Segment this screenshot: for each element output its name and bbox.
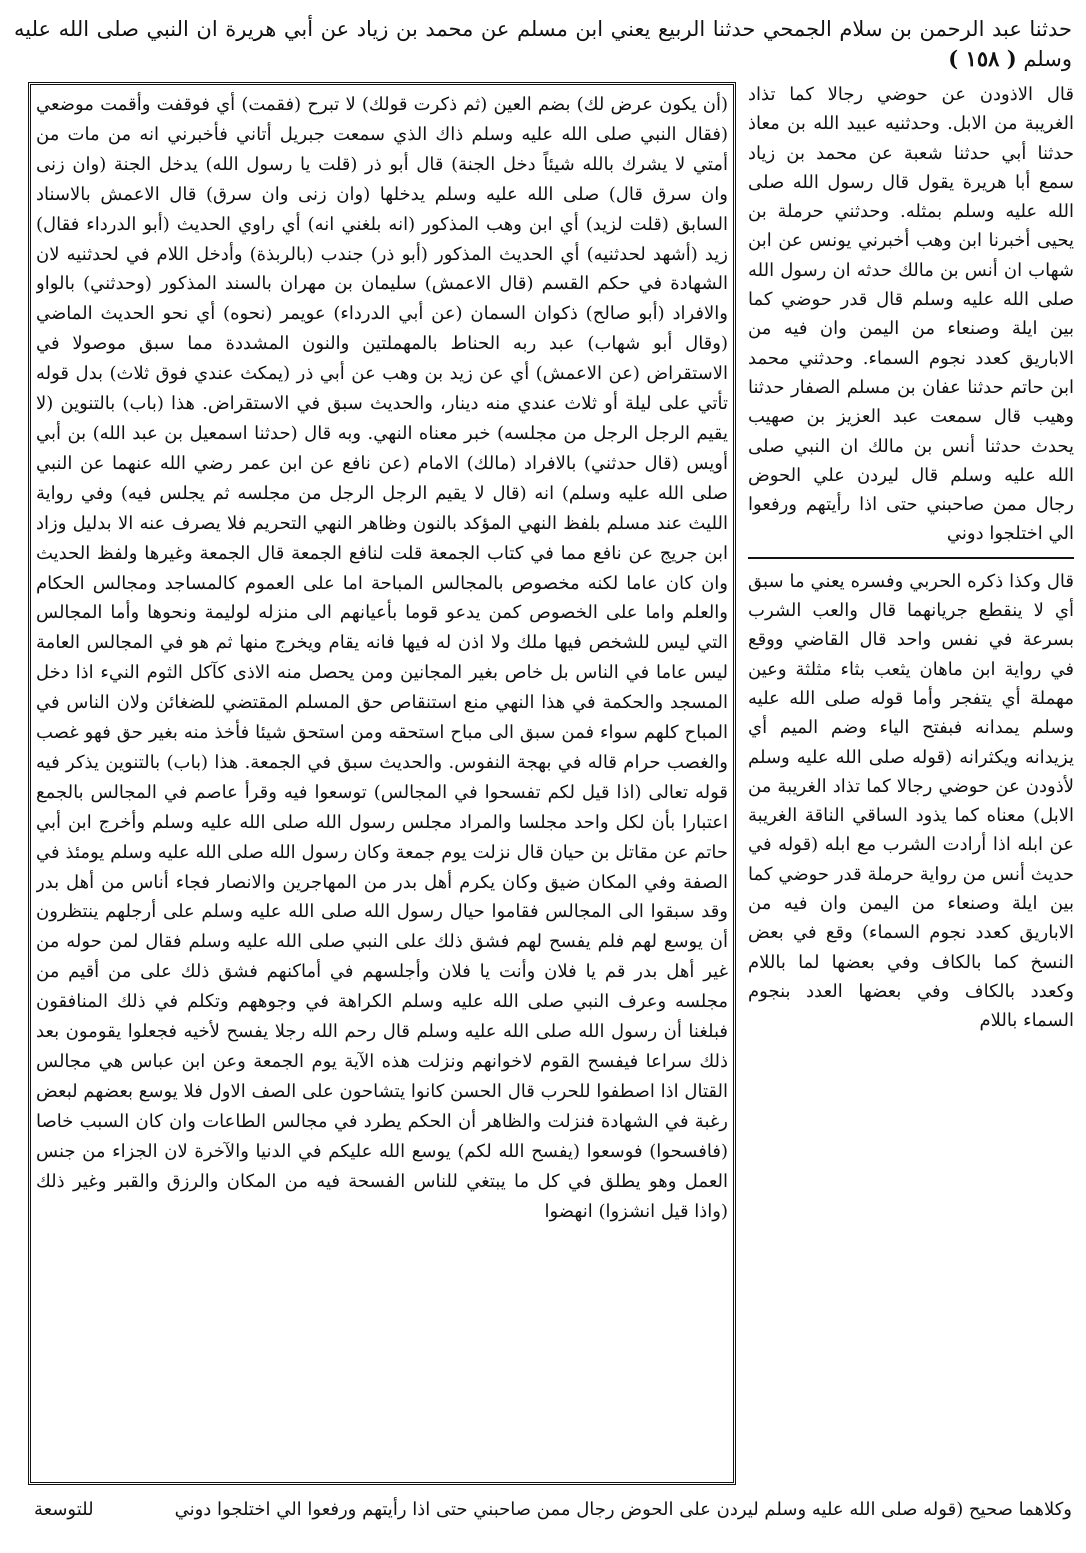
side-commentary-text: قال وكذا ذكره الحربي وفسره يعني ما سبق أي لا ينقطع جريانهما قال والعب الشرب بسرعة في نفس واحد قال القاضي ووقع في رواية ابن ماهان يثعب بثاء مثلثة وعين مهملة أي يتفجر وأما قوله صلى الله عليه وسلم يمدانه فبفتح الياء وضم الميم أي يزيدانه ويكثرانه (قوله صلى الله عليه وسلم لأذودن عن حوضي رجالا كما تذاد الغريبة من الابل) معناه كما يذود الساقي الناقة الغريبة عن ابله اذا أرادت الشرب مع ابله (قوله في حديث أنس من رواية حرملة قدر حوضي كما بين ايلة وصنعاء من اليمن وان فيه من الاباريق كعدد نجوم السماء) وقع في بعض النسخ كما بالكاف وفي بعضها لما باللام وكعدد بالكاف وفي بعضها العدد بنجوم السماء باللام	[748, 570, 1074, 1032]
side-column	[748, 80, 1074, 1490]
header-text: حدثنا عبد الرحمن بن سلام الجمحي حدثنا الربيع يعني ابن مسلم عن محمد بن زياد عن أبي هريرة ان النبي صلى الله عليه وسلم	[14, 17, 1072, 71]
main-commentary	[36, 90, 728, 1478]
side-hadith-text: قال الاذودن عن حوضي رجالا كما تذاد الغريبة من الابل. وحدثنيه عبيد الله بن معاذ حدثنا أبي حدثنا شعبة عن محمد بن زياد سمع أبا هريرة يقول قال رسول الله صلى الله عليه وسلم بمثله. وحدثني حرملة بن يحيى أخبرنا ابن وهب أخبرني يونس عن ابن شهاب ان أنس بن مالك حدثه ان رسول الله صلى الله عليه وسلم قال قدر حوضي كما بين ايلة وصنعاء من اليمن وان فيه من الاباريق كعدد نجوم السماء. وحدثني محمد ابن حاتم حدثنا عفان بن مسلم الصفار حدثنا وهيب قال سمعت عبد العزيز بن صهيب يحدث حدثنا أنس بن مالك ان النبي صلى الله عليه وسلم قال ليردن علي الحوض رجال ممن صاحبني حتى اذا رأيتهم ورفعوا الي اختلجوا دوني	[748, 84, 1074, 545]
page-header	[14, 14, 1072, 74]
footer-text: وكلاهما صحيح (قوله صلى الله عليه وسلم ليردن على الحوض رجال ممن صاحبني حتى اذا رأيتهم ورفعوا الي اختلجوا دوني	[174, 1499, 1072, 1520]
page-number: ( ١٥٨ )	[948, 46, 1017, 71]
page-footer	[14, 1492, 1072, 1532]
main-text: (أن يكون عرض لك) بضم العين (ثم ذكرت قولك) لا تبرح (فقمت) أي فوقفت وأقمت موضعي (فقال النبي صلى الله عليه وسلم ذاك الذي سمعت جبريل أتاني فأخبرني انه من مات من أمتي لا يشرك بالله شيئاً دخل الجنة) قال أبو ذر (قلت يا رسول الله) يدخل الجنة (وان زنى وان سرق قال) صلى الله عليه وسلم يدخلها (وان زنى وان سرق) قال الاعمش بالاسناد السابق (قلت لزيد) أي ابن وهب المذكور (انه بلغني انه) أي راوي الحديث (أبو الدرداء فقال) زيد (أشهد لحدثنيه) أي الحديث المذكور (أبو ذر) جندب (بالربذة) وأدخل اللام في لحدثنيه لان الشهادة في حكم القسم (قال الاعمش) سليمان بن مهران بالسند المذكور (وحدثني) بالواو والافراد (أبو صالح) ذكوان السمان (عن أبي الدرداء) عويمر (نحوه) أي نحو الحديث الماضي (وقال أبو شهاب) عبد ربه الحناط بالمهملتين والنون المشددة مما سبق موصولا في الاستقراض (عن الاعمش) أي عن زيد بن وهب عن أبي ذر (يمكث عندي فوق ثلاث) بدل قوله تأتي على ليلة أو ثلاث عندي منه دينار، والحديث سبق في الاستقراض. هذا (باب) بالتنوين (لا يقيم الرجل الرجل من مجلسه) خبر معناه النهي. وبه قال (حدثنا اسمعيل بن عبد الله) بن أبي أويس (قال حدثني) بالافراد (مالك) الامام (عن نافع عن ابن عمر رضي الله عنهما عن النبي صلى الله عليه وسلم) انه (قال لا يقيم الرجل الرجل من مجلسه ثم يجلس فيه) وفي رواية الليث عند مسلم بلفظ النهي المؤكد بالنون وظاهر النهي التحريم فلا يصرف عنه الا بدليل وزاد ابن جريج عن نافع مما في كتاب الجمعة قلت لنافع الجمعة قال الجمعة وغيرها ولفظ الحديث وان كان عاما لكنه مخصوص بالمجالس المباحة اما على العموم كالمساجد ومجالس الحكام والعلم واما على الخصوص كمن يدعو قوما بأعيانهم الى منزله لوليمة ونحوها وأما المجالس التي ليس للشخص فيها ملك ولا اذن له فيها فانه يقام ويخرج منها ثم هو في المجالس العامة ليس عاما في الناس بل خاص بغير المجانين ومن يحصل منه الاذى كآكل الثوم النيء اذا دخل المسجد والحكمة في هذا النهي منع استنقاص حق المسلم المقتضي للضغائن ولان الناس في المباح كلهم سواء فمن سبق الى مباح استحقه ومن استحق شيئا فأخذ منه بغير حق فهو غصب والغصب حرام قاله في بهجة النفوس. والحديث سبق في الجمعة. هذا (باب) بالتنوين يذكر فيه قوله تعالى (اذا قيل لكم تفسحوا في المجالس) توسعوا فيه وقرأ عاصم في المجالس بالجمع اعتبارا بأن لكل واحد مجلسا والمراد مجلس رسول الله صلى الله عليه وسلم وأخرج ابن أبي حاتم عن مقاتل بن حيان قال نزلت يوم جمعة وكان رسول الله صلى الله عليه وسلم يومئذ في الصفة وفي المكان ضيق وكان يكرم أهل بدر من المهاجرين والانصار فجاء أناس من أهل بدر وقد سبقوا الى المجالس فقاموا حيال رسول الله صلى الله عليه وسلم على أرجلهم ينتظرون أن يوسع لهم فلم يفسح لهم فشق ذلك على النبي صلى الله عليه وسلم فقال لمن حوله من غير أهل بدر قم يا فلان وأنت يا فلان وأجلسهم في أماكنهم فشق ذلك على من أقيم من مجلسه وعرف النبي صلى الله عليه وسلم الكراهة في وجوههم وتكلم في ذلك المنافقون فبلغنا أن رسول الله صلى الله عليه وسلم قال رحم الله رجلا يفسح لأخيه فجعلوا يقومون بعد ذلك سراعا فيفسح القوم لاخوانهم ونزلت هذه الآية يوم الجمعة وعن ابن عباس هي مجالس القتال اذا اصطفوا للحرب قال الحسن كانوا يتشاحون على الصف الاول فلا يوسع بعضهم لبعض رغبة في الشهادة فنزلت والظاهر أن الحكم يطرد في مجالس الطاعات وان كان السبب خاصا (فافسحوا) فوسعوا (يفسح الله لكم) يوسع الله عليكم في الدنيا والآخرة لان الجزاء من جنس العمل وهو يطلق في كل ما يبتغي للناس الفسحة فيه من المكان والرزق والقبر وغير ذلك (واذا قيل انشزوا) انهضوا	[36, 94, 728, 1222]
footer-marker: للتوسعة	[34, 1499, 94, 1520]
column-divider	[748, 557, 1074, 559]
